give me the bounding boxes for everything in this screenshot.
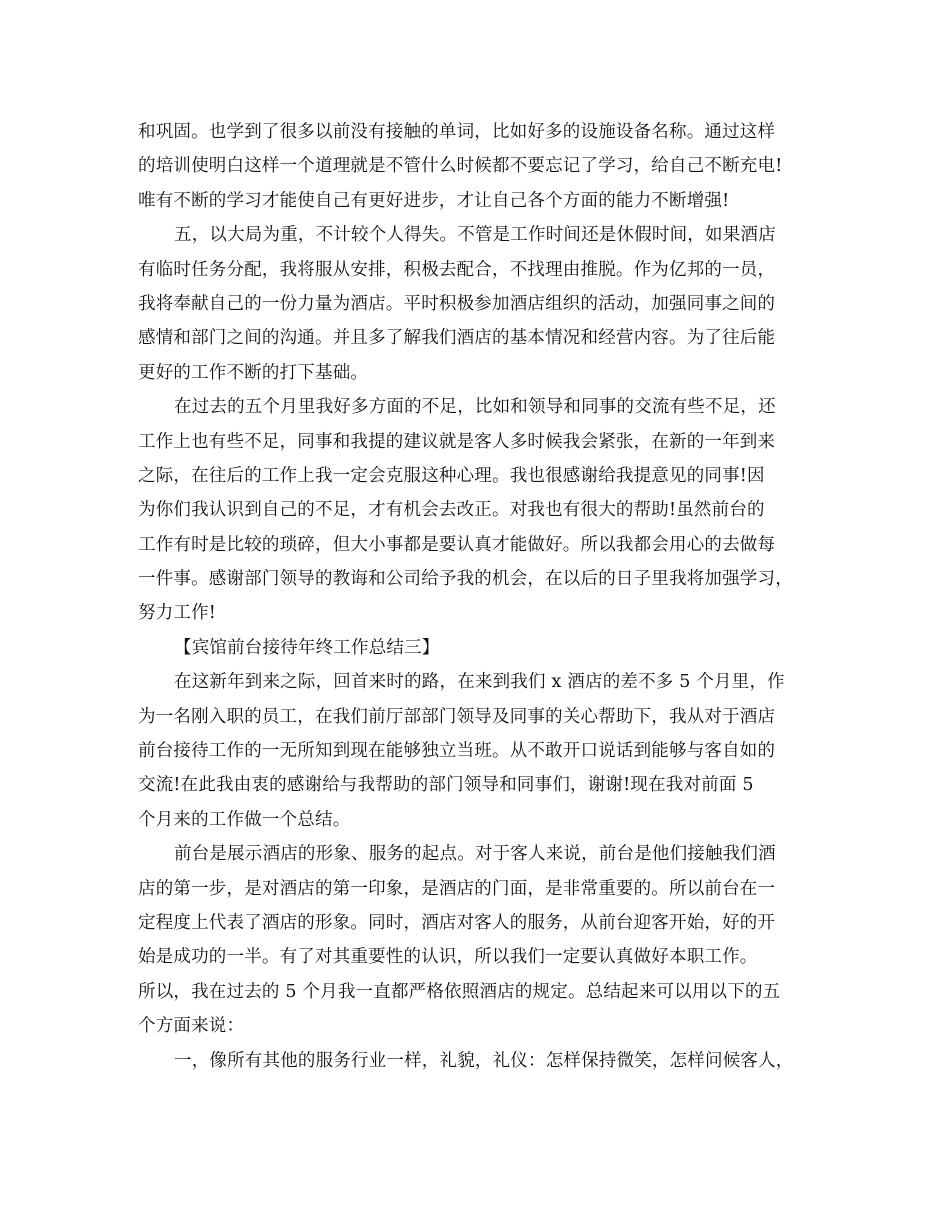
text-line: 个月来的工作做一个总结。 xyxy=(138,809,351,830)
text-line: 的培训使明白这样一个道理就是不管什么时候都不要忘记了学习，给自己不断充电! xyxy=(138,156,783,177)
text-line: 之际，在往后的工作上我一定会克服这种心理。我也很感谢给我提意见的同事!因 xyxy=(138,465,765,486)
text-line: 一，像所有其他的服务行业一样，礼貌，礼仪：怎样保持微笑，怎样问候客人， xyxy=(174,1050,794,1071)
text-line: 唯有不断的学习才能使自己有更好进步，才让自己各个方面的能力不断增强! xyxy=(138,190,730,211)
text-line: 交流!在此我由衷的感谢给与我帮助的部门领导和同事们，谢谢!现在我对前面 5 xyxy=(138,775,754,796)
text-line: 为你们我认识到自己的不足，才有机会去改正。对我也有很大的帮助!虽然前台的 xyxy=(138,500,765,521)
text-line: 始是成功的一半。有了对其重要性的认识，所以我们一定要认真做好本职工作。 xyxy=(138,947,758,968)
text-line: 店的第一步，是对酒店的第一印象，是酒店的门面，是非常重要的。所以前台在一 xyxy=(138,878,776,899)
text-line: 在过去的五个月里我好多方面的不足，比如和领导和同事的交流有些不足，还 xyxy=(174,397,776,418)
text-line: 更好的工作不断的打下基础。 xyxy=(138,362,369,383)
text-line: 【宾馆前台接待年终工作总结三】 xyxy=(174,637,440,658)
text-line: 一件事。感谢部门领导的教诲和公司给予我的机会，在以后的日子里我将加强学习， xyxy=(138,569,793,590)
document-body xyxy=(138,115,838,1078)
text-line: 和巩固。也学到了很多以前没有接触的单词，比如好多的设施设备名称。通过这样 xyxy=(138,122,776,142)
text-line: 感情和部门之间的沟通。并且多了解我们酒店的基本情况和经营内容。为了往后能 xyxy=(138,328,776,349)
text-line: 前台是展示酒店的形象、服务的起点。对于客人来说，前台是他们接触我们酒 xyxy=(174,844,776,865)
text-line: 定程度上代表了酒店的形象。同时，酒店对客人的服务，从前台迎客开始，好的开 xyxy=(138,912,776,933)
text-line: 为一名刚入职的员工，在我们前厅部部门领导及同事的关心帮助下，我从对于酒店 xyxy=(138,706,776,727)
text-line: 个方面来说： xyxy=(138,1016,245,1037)
text-line: 工作有时是比较的琐碎，但大小事都是要认真才能做好。所以我都会用心的去做每 xyxy=(138,534,776,555)
text-line: 努力工作! xyxy=(138,603,217,624)
text-line: 所以，我在过去的 5 个月我一直都严格依照酒店的规定。总结起来可以用以下的五 xyxy=(138,981,781,1002)
text-line: 工作上也有些不足，同事和我提的建议就是客人多时候我会紧张，在新的一年到来 xyxy=(138,431,776,452)
text-line: 五，以大局为重，不计较个人得失。不管是工作时间还是休假时间，如果酒店 xyxy=(174,225,776,246)
text-line: 在这新年到来之际，回首来时的路，在来到我们 x 酒店的差不多 5 个月里，作 xyxy=(174,672,785,693)
text-line: 前台接待工作的一无所知到现在能够独立当班。从不敢开口说话到能够与客自如的 xyxy=(138,741,776,762)
text-line: 有临时任务分配，我将服从安排，积极去配合，不找理由推脱。作为亿邦的一员， xyxy=(138,259,776,280)
text-line: 我将奉献自己的一份力量为酒店。平时积极参加酒店组织的活动，加强同事之间的 xyxy=(138,293,776,314)
